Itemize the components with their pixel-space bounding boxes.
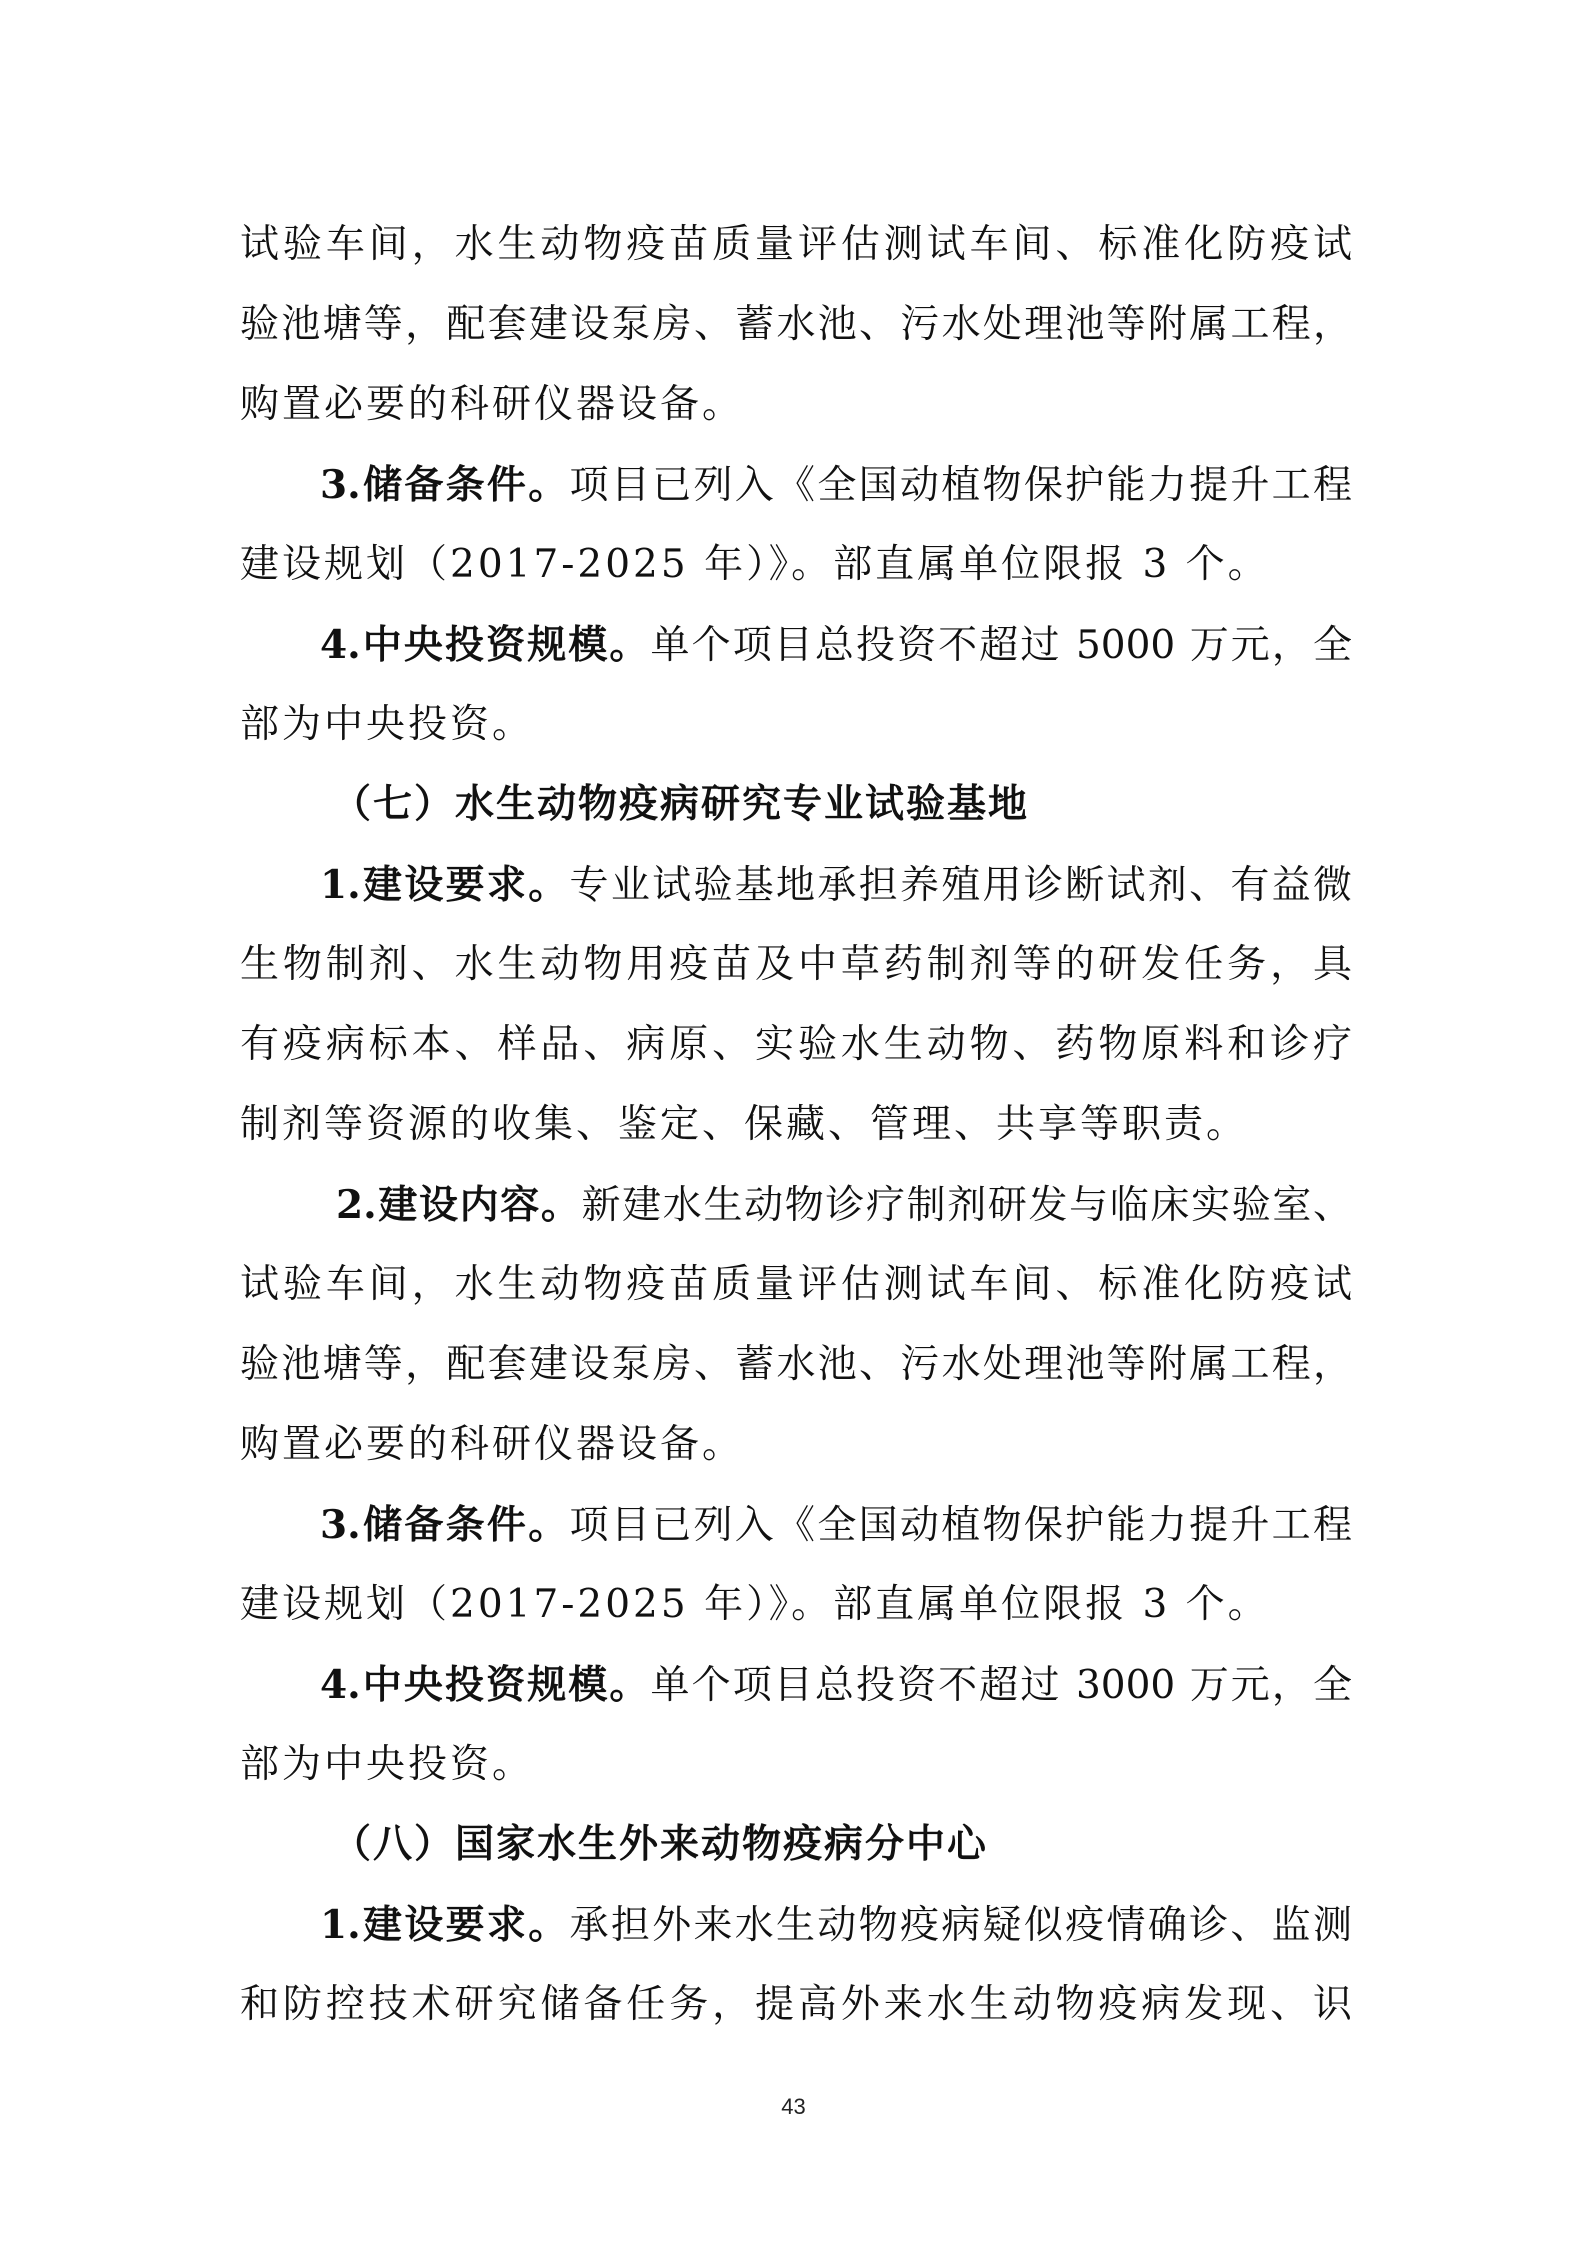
paragraph-line: 生物制剂、水生动物用疫苗及中草药制剂等的研发任务，具 [240, 942, 1352, 987]
item-label: 3.储备条件。 [320, 1502, 570, 1548]
item-label: 3.储备条件。 [320, 462, 570, 508]
paragraph-line: 部为中央投资。 [240, 702, 535, 747]
paragraph-line: 试验车间，水生动物疫苗质量评估测试车间、标准化防疫试 [240, 1262, 1352, 1307]
paragraph-line: 有疫病标本、样品、病原、实验水生动物、药物原料和诊疗 [240, 1022, 1352, 1067]
item-label: 1.建设要求。 [320, 862, 570, 908]
paragraph-line: 制剂等资源的收集、鉴定、保藏、管理、共享等职责。 [240, 1102, 1249, 1147]
page-number: 43 [781, 2094, 806, 2119]
paragraph-line: 4.中央投资规模。单个项目总投资不超过 5000 万元，全 [320, 622, 1353, 668]
paragraph-line: 3.储备条件。项目已列入《全国动植物保护能力提升工程 [320, 1502, 1352, 1548]
section-heading: （七）水生动物疫病研究专业试验基地 [332, 782, 1030, 827]
item-label: 4.中央投资规模。 [320, 622, 651, 668]
paragraph-line: 1.建设要求。专业试验基地承担养殖用诊断试剂、有益微 [320, 862, 1352, 908]
paragraph-line: 验池塘等，配套建设泵房、蓄水池、污水处理池等附属工程， [240, 1342, 1352, 1387]
paragraph-line: 购置必要的科研仪器设备。 [240, 382, 745, 427]
paragraph-line: 建设规划（2017-2025 年）》。部直属单位限报 3 个。 [240, 542, 1270, 587]
paragraph-line: 建设规划（2017-2025 年）》。部直属单位限报 3 个。 [240, 1582, 1270, 1627]
document-body [240, 205, 1352, 2045]
paragraph-line: 部为中央投资。 [240, 1742, 535, 1787]
item-label: 2.建设内容。 [336, 1182, 582, 1228]
paragraph-line: 1.建设要求。承担外来水生动物疫病疑似疫情确诊、监测 [320, 1902, 1352, 1948]
paragraph-line: 3.储备条件。项目已列入《全国动植物保护能力提升工程 [320, 462, 1352, 508]
item-label: 1.建设要求。 [320, 1902, 570, 1948]
paragraph-line: 购置必要的科研仪器设备。 [240, 1422, 745, 1467]
item-label: 4.中央投资规模。 [320, 1662, 651, 1708]
paragraph-line: 4.中央投资规模。单个项目总投资不超过 3000 万元，全 [320, 1662, 1353, 1708]
paragraph-line: 验池塘等，配套建设泵房、蓄水池、污水处理池等附属工程， [240, 302, 1352, 347]
paragraph-line: 和防控技术研究储备任务，提高外来水生动物疫病发现、识 [240, 1982, 1352, 2027]
paragraph-line: 2.建设内容。新建水生动物诊疗制剂研发与临床实验室、 [336, 1182, 1352, 1228]
paragraph-line: 试验车间，水生动物疫苗质量评估测试车间、标准化防疫试 [240, 222, 1352, 267]
section-heading: （八）国家水生外来动物疫病分中心 [332, 1822, 989, 1867]
